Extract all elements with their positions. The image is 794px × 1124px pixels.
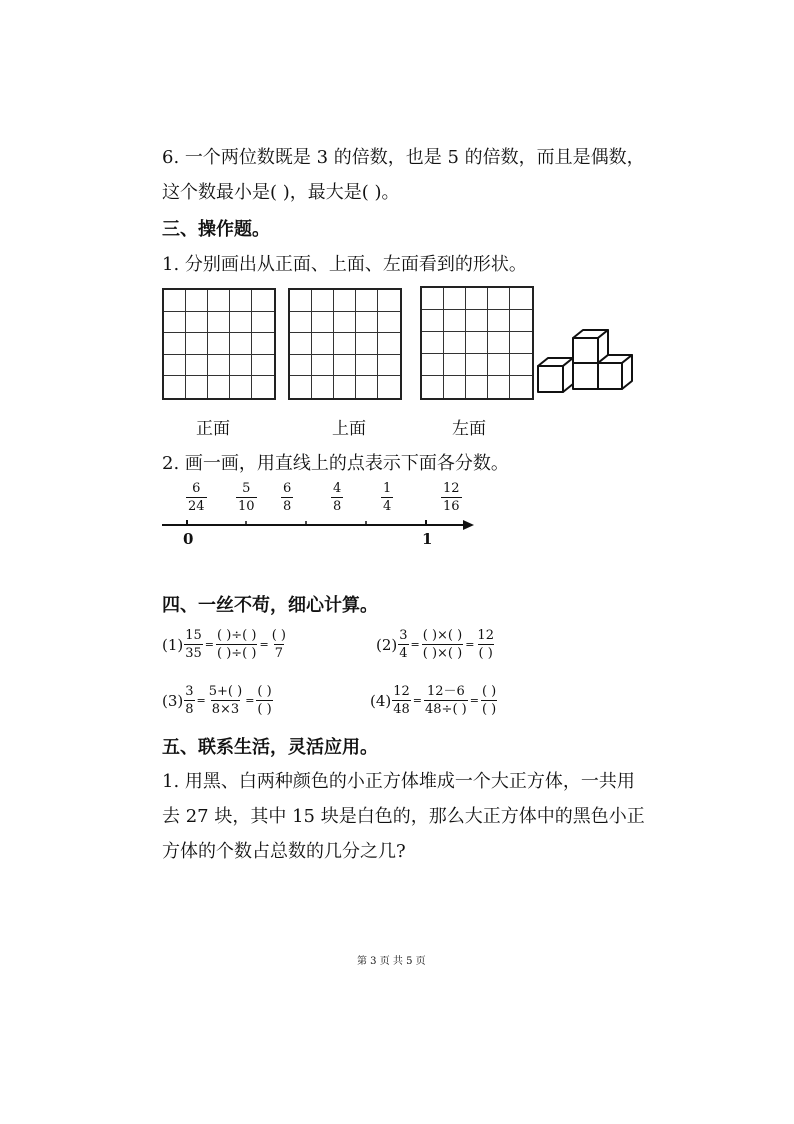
answer-blank[interactable]: 12 ( ) [477,628,494,661]
axis-zero-label: 0 [183,530,194,548]
fraction-label: $\frac{5}{10}$ [238,481,255,514]
fraction-label: $\frac{6}{8}$ [283,481,292,514]
q6-line1: 6. 一个两位数既是 3 的倍数，也是 5 的倍数，而且是偶数， [162,147,645,168]
answer-blank[interactable]: ( )÷( ) ( )÷( ) [217,628,257,661]
grid-front[interactable] [162,288,276,400]
equation-label: (2) [376,635,398,654]
grid-top[interactable] [288,288,402,400]
label-front: 正面 [196,419,230,439]
equation-4: (4) $\frac{12}{48}$ = $\frac{12-6}{48\div( )}$ = ( ) ( ) [370,684,497,717]
answer-blank[interactable]: ( ) ( ) [481,684,497,717]
cube-stack-figure [535,325,635,397]
label-top: 上面 [332,419,366,439]
section5-title: 五、联系生活，灵活应用。 [162,737,378,758]
section5-q1-line3: 方体的个数占总数的几分之几? [162,841,406,862]
grid-left[interactable] [420,286,534,400]
answer-blank[interactable]: $\frac{5+( )}{8\times 3}$ [208,684,243,717]
equation-label: (3) [162,691,184,710]
equation-1: (1) $\frac{15}{35}$ = ( )÷( ) ( )÷( ) = ( ) 7 [162,628,286,661]
equation-2: (2) $\frac{3}{4}$ = ( )×( ) ( )×( ) = 12 ( ) [376,628,494,661]
section5-q1-line2: 去 27 块，其中 15 块是白色的，那么大正方体中的黑色小正 [162,806,645,827]
label-left: 左面 [452,419,486,439]
section5-q1-line1: 1. 用黑、白两种颜色的小正方体堆成一个大正方体，一共用 [162,771,635,792]
section3-q2: 2. 画一画，用直线上的点表示下面各分数。 [162,453,509,474]
answer-blank[interactable]: ( ) 7 [271,628,286,661]
answer-blank[interactable]: ( ) ( ) [257,684,272,717]
fraction-label: $\frac{4}{8}$ [333,481,342,514]
fraction-label: $\frac{6}{24}$ [188,481,205,514]
fraction-label: $\frac{12}{16}$ [443,481,460,514]
equation-label: (1) [162,635,184,654]
fraction-label: $\frac{1}{4}$ [383,481,392,514]
page-footer: 第 3 页 共 5 页 [357,956,426,967]
answer-blank[interactable]: ( )×( ) ( )×( ) [422,628,463,661]
equation-3: (3) $\frac{3}{8}$ = $\frac{5+( )}{8\times 3}$ = ( ) ( ) [162,684,272,717]
section3-title: 三、操作题。 [162,219,270,240]
equation-label: (4) [370,691,392,710]
answer-blank[interactable]: $\frac{12-6}{48\div( )}$ [425,684,467,717]
section3-q1: 1. 分别画出从正面、上面、左面看到的形状。 [162,254,527,275]
q6-line2: 这个数最小是( )，最大是( )。 [162,182,400,203]
axis-one-label: 1 [422,530,433,548]
section4-title: 四、一丝不苟，细心计算。 [162,595,378,616]
